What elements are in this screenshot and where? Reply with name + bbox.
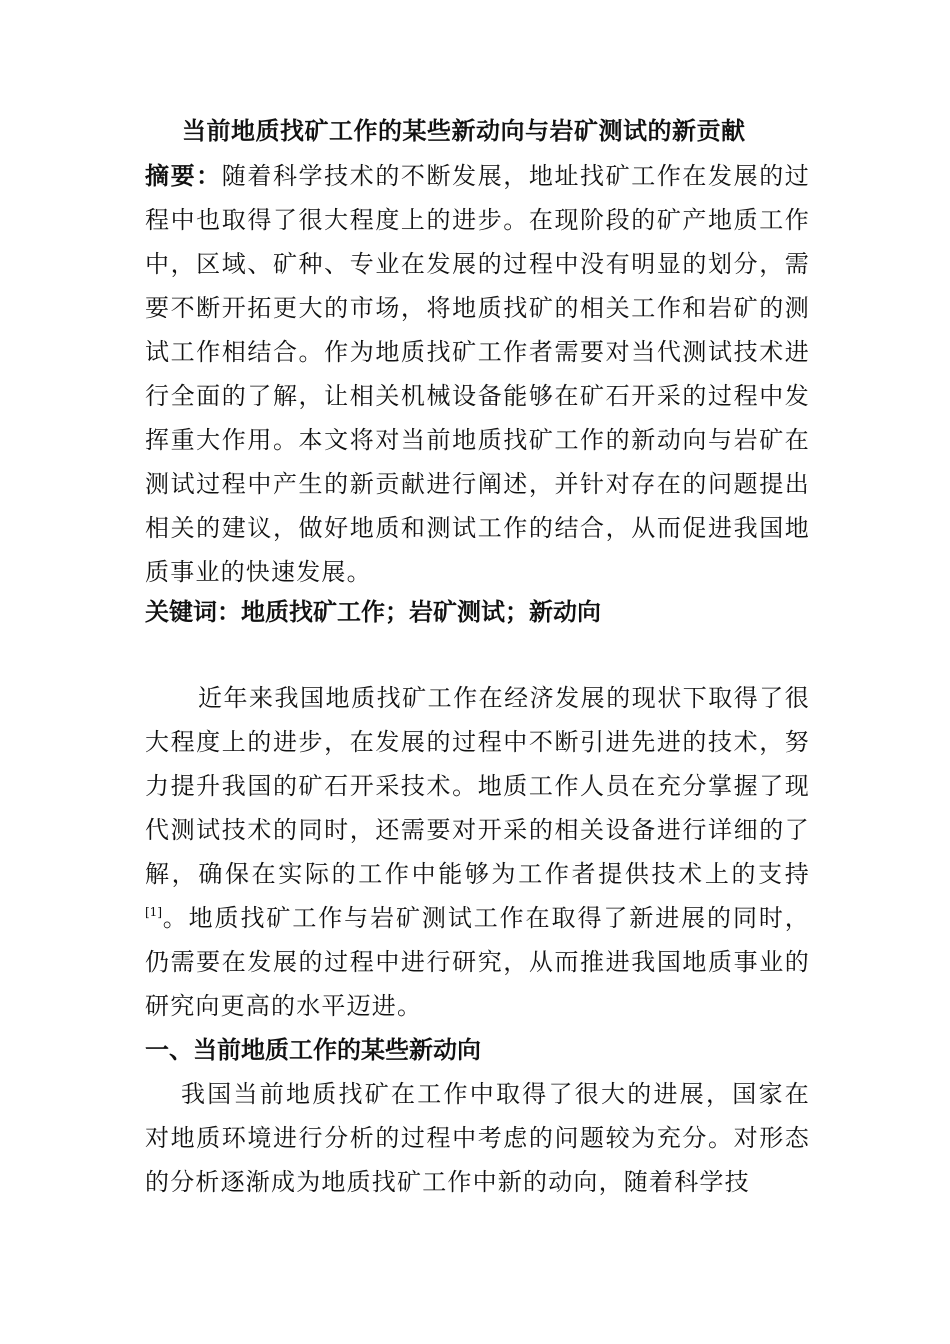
intro-text-part1: 近年来我国地质找矿工作在经济发展的现状下取得了很大程度上的进步，在发展的过程中不断引进先进的技术，努力提升我国的矿石开采技术。地质工作人员在充分掌握了现代测试技术的同时，还需要对开采的相关设备进行详细的了解，确保在实际的工作中能够为工作者提供技术上的支持 bbox=[145, 684, 810, 888]
section-heading: 一、当前地质工作的某些新动向 bbox=[145, 1035, 481, 1064]
document-title: 当前地质找矿工作的某些新动向与岩矿测试的新贡献 bbox=[182, 116, 746, 145]
keywords-label: 关键词： bbox=[145, 597, 241, 626]
abstract-paragraph bbox=[145, 154, 810, 594]
abstract-label: 摘要： bbox=[145, 161, 222, 190]
keywords-text: 地质找矿工作；岩矿测试；新动向 bbox=[241, 597, 601, 626]
intro-paragraph bbox=[145, 676, 810, 1028]
section-paragraph: 我国当前地质找矿在工作中取得了很大的进展，国家在对地质环境进行分析的过程中考虑的问题较为充分。对形态的分析逐渐成为地质找矿工作中新的动向，随着科学技 bbox=[145, 1080, 810, 1196]
intro-text-part2: 。地质找矿工作与岩矿测试工作在取得了新进展的同时，仍需要在发展的过程中进行研究，从而推进我国地质事业的研究向更高的水平迈进。 bbox=[145, 904, 810, 1020]
keywords-line bbox=[145, 590, 601, 634]
abstract-text: 随着科学技术的不断发展，地址找矿工作在发展的过程中也取得了很大程度上的进步。在现阶段的矿产地质工作中，区域、矿种、专业在发展的过程中没有明显的划分，需要不断开拓更大的市场，将地质找矿的相关工作和岩矿的测试工作相结合。作为地质找矿工作者需要对当代测试技术进行全面的了解，让相关机械设备能够在矿石开采的过程中发挥重大作用。本文将对当前地质找矿工作的新动向与岩矿在测试过程中产生的新贡献进行阐述，并针对存在的问题提出相关的建议，做好地质和测试工作的结合，从而促进我国地质事业的快速发展。 bbox=[145, 162, 810, 586]
citation-marker: [1] bbox=[145, 905, 162, 919]
